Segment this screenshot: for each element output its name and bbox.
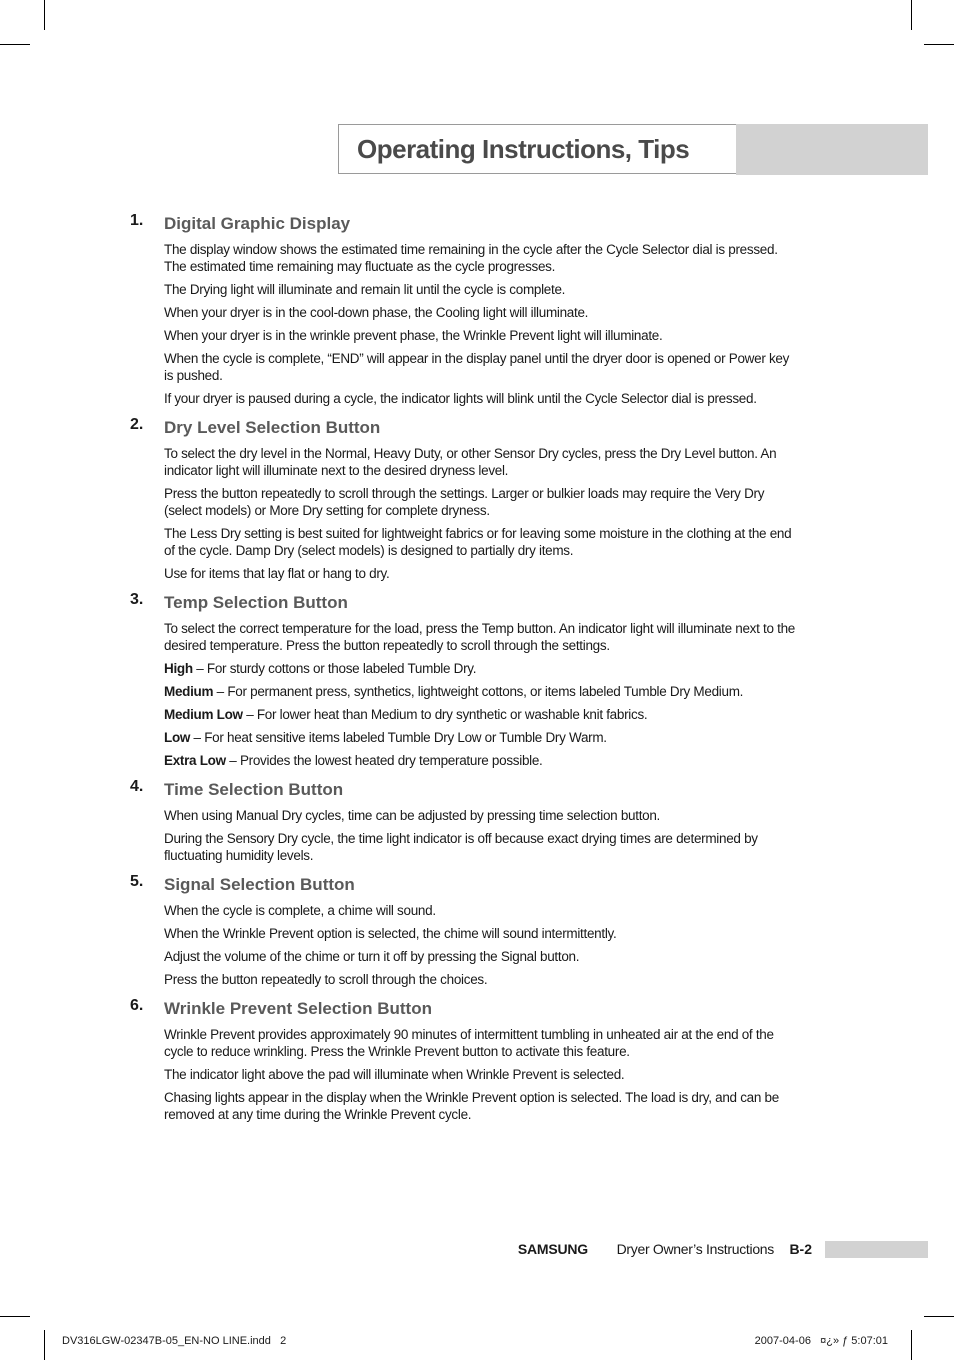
paragraph-text: – For permanent press, synthetics, lightweight cottons, or items labeled Tumble Dry Medium. (213, 684, 744, 699)
paragraph-text: To select the correct temperature for the load, press the Temp button. An indicator light will illuminate next to the desired temperature. Press the button repeatedly to scroll through the settings. (164, 621, 796, 653)
paragraph-text: When your dryer is in the wrinkle prevent phase, the Wrinkle Prevent light will illuminate. (164, 328, 663, 343)
page-title-box (338, 124, 736, 174)
title-bar-fill (736, 124, 928, 175)
paragraph (164, 281, 800, 298)
crop-mark (911, 0, 912, 30)
crop-mark (44, 0, 45, 30)
paragraph (164, 752, 800, 769)
paragraph (164, 683, 800, 700)
section-number: 5. (130, 873, 144, 890)
footer-brand: SAMSUNG (517, 1241, 588, 1257)
slug-file-info: DV316LGW-02347B-05_EN-NO LINE.indd 2 (62, 1335, 287, 1347)
paragraph-text: Chasing lights appear in the display when the Wrinkle Prevent option is selected. The load is dry, and can be removed at any time during the Wrinkle Prevent cycle. (164, 1090, 779, 1122)
paragraph (164, 327, 800, 344)
instructions-content (130, 212, 800, 1132)
paragraph (164, 241, 800, 275)
section-number: 6. (130, 997, 144, 1014)
paragraph (164, 1066, 800, 1083)
setting-name: High (164, 661, 193, 676)
paragraph (164, 445, 800, 479)
section-number: 3. (130, 591, 144, 608)
paragraph-text: When using Manual Dry cycles, time can be adjusted by pressing time selection button. (164, 808, 661, 823)
footer-doc-title: Dryer Owner’s Instructions (616, 1241, 774, 1257)
section-title: Dry Level Selection Button (164, 418, 381, 437)
paragraph-text: The Less Dry setting is best suited for lightweight fabrics or for leaving some moisture in the clothing at the end of the cycle. Damp Dry (select models) is designed to partially dry items. (164, 526, 792, 558)
paragraph (164, 565, 800, 582)
section-title: Digital Graphic Display (164, 214, 351, 233)
paragraph (164, 948, 800, 965)
page-title: Operating Instructions, Tips (357, 134, 690, 164)
paragraph-text: During the Sensory Dry cycle, the time light indicator is off because exact drying times are determined by fluctuating humidity levels. (164, 831, 758, 863)
section-number: 4. (130, 778, 144, 795)
paragraph-text: – For sturdy cottons or those labeled Tumble Dry. (192, 661, 477, 676)
setting-name: Medium (164, 684, 214, 699)
paragraph-text: Press the button repeatedly to scroll through the settings. Larger or bulkier loads may require the Very Dry (select models) or More Dry setting for complete dryness. (164, 486, 765, 518)
paragraph-text: – Provides the lowest heated dry temperature possible. (225, 753, 543, 768)
paragraph (164, 902, 800, 919)
crop-mark (924, 1316, 954, 1317)
paragraph-text: To select the dry level in the Normal, Heavy Duty, or other Sensor Dry cycles, press the Dry Level button. An indicator light will illuminate next to the desired dryness level. (164, 446, 777, 478)
paragraph-text: The indicator light above the pad will illuminate when Wrinkle Prevent is selected. (164, 1067, 625, 1082)
paragraph (164, 660, 800, 677)
paragraph-text: – For heat sensitive items labeled Tumble Dry Low or Tumble Dry Warm. (190, 730, 607, 745)
paragraph-text: Press the button repeatedly to scroll through the choices. (164, 972, 488, 987)
paragraph (164, 350, 800, 384)
footer-bar-fill (825, 1241, 928, 1258)
crop-mark (924, 44, 954, 45)
setting-name: Extra Low (164, 753, 226, 768)
paragraph (164, 971, 800, 988)
paragraph-text: When the cycle is complete, “END” will appear in the display panel until the dryer door is opened or Power key is pushed. (164, 351, 790, 383)
paragraph (164, 1026, 800, 1060)
paragraph (164, 1089, 800, 1123)
paragraph (164, 729, 800, 746)
setting-name: Low (164, 730, 191, 745)
setting-name: Medium Low (164, 707, 243, 722)
crop-mark (911, 1330, 912, 1360)
paragraph-text: If your dryer is paused during a cycle, the indicator lights will blink until the Cycle Selector dial is pressed. (164, 391, 757, 406)
paragraph-text: When the Wrinkle Prevent option is selected, the chime will sound intermittently. (164, 926, 617, 941)
paragraph (164, 807, 800, 824)
paragraph (164, 304, 800, 321)
section-title: Wrinkle Prevent Selection Button (164, 999, 432, 1018)
section-number: 1. (130, 212, 144, 229)
paragraph-text: The display window shows the estimated time remaining in the cycle after the Cycle Selector dial is pressed. The estimated time remaining may fluctuate as the cycle progresses. (164, 242, 778, 274)
section (130, 778, 800, 864)
crop-mark (0, 1316, 30, 1317)
paragraph (164, 390, 800, 407)
paragraph-text: When your dryer is in the cool-down phase, the Cooling light will illuminate. (164, 305, 589, 320)
section (130, 212, 800, 407)
paragraph-text: – For lower heat than Medium to dry synthetic or washable knit fabrics. (242, 707, 648, 722)
paragraph (164, 706, 800, 723)
section (130, 591, 800, 769)
section-title: Signal Selection Button (164, 875, 355, 894)
paragraph-text: When the cycle is complete, a chime will sound. (164, 903, 436, 918)
paragraph-text: Wrinkle Prevent provides approximately 90 minutes of intermittent tumbling in unheated air at the end of the cycle to reduce wrinkling. Press the Wrinkle Prevent button to activate this feature. (164, 1027, 774, 1059)
slug-timestamp: 2007-04-06 ¤¿» ƒ 5:07:01 (754, 1335, 888, 1347)
crop-mark (44, 1330, 45, 1360)
paragraph (164, 925, 800, 942)
footer-page-number: B-2 (789, 1241, 812, 1257)
section-number: 2. (130, 416, 144, 433)
paragraph (164, 485, 800, 519)
section (130, 416, 800, 582)
crop-mark (0, 44, 30, 45)
section-title: Time Selection Button (164, 780, 344, 799)
section (130, 873, 800, 988)
paragraph (164, 525, 800, 559)
section-title: Temp Selection Button (164, 593, 348, 612)
paragraph (164, 620, 800, 654)
paragraph-text: Adjust the volume of the chime or turn it off by pressing the Signal button. (164, 949, 580, 964)
paragraph (164, 830, 800, 864)
section (130, 997, 800, 1123)
paragraph-text: The Drying light will illuminate and remain lit until the cycle is complete. (164, 282, 566, 297)
paragraph-text: Use for items that lay flat or hang to dry. (164, 566, 390, 581)
